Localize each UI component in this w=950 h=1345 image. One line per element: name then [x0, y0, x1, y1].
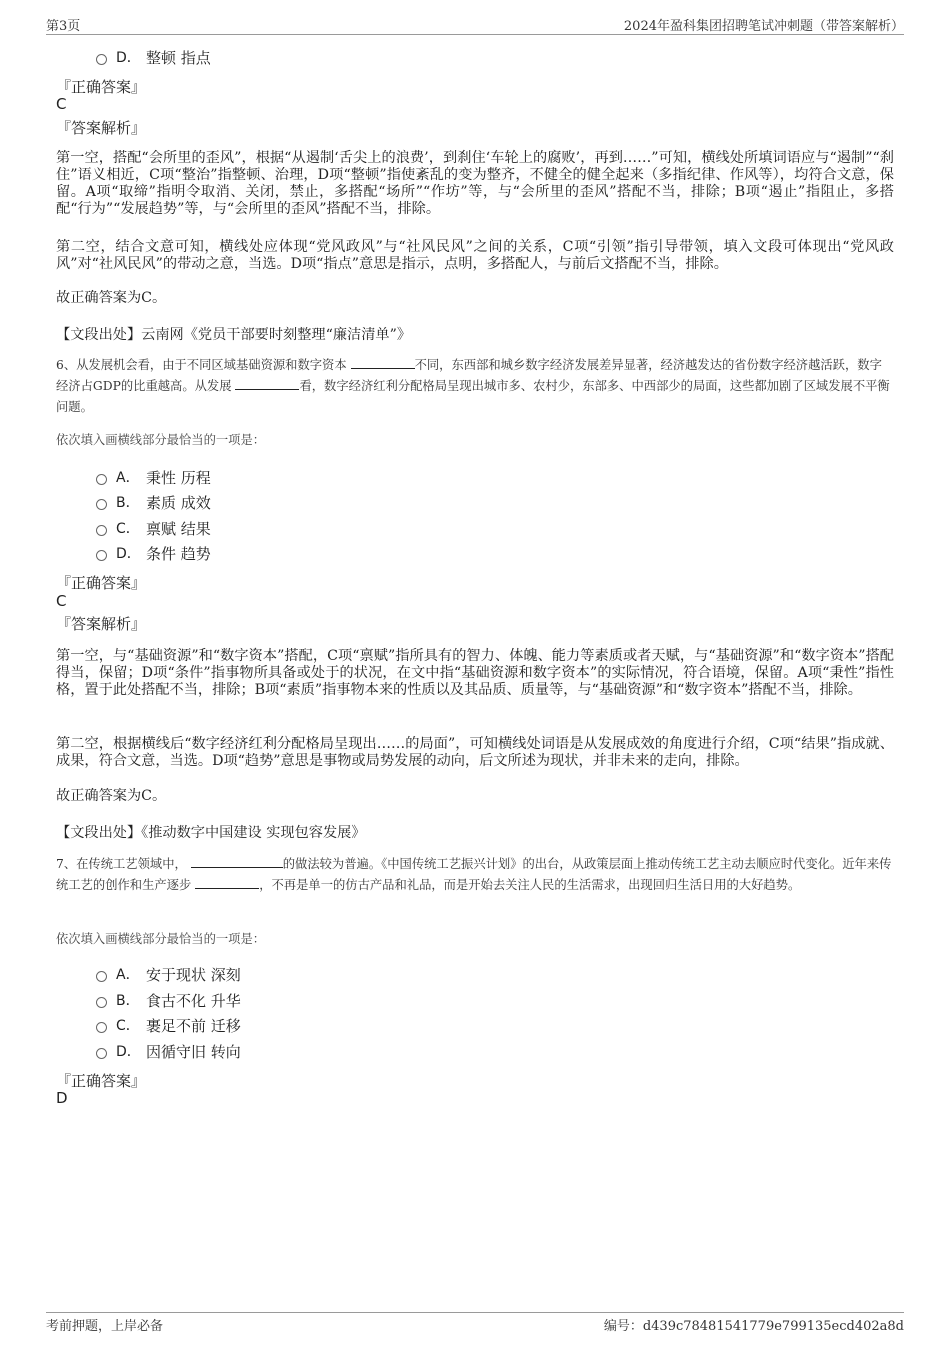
q6-option-d[interactable]: D． 条件 趋势 [96, 543, 211, 563]
page-number: 第3页 [46, 19, 81, 34]
q7-option-b[interactable]: B． 食古不化 升华 [96, 990, 241, 1010]
q5-answer-label: 『正确答案』 [56, 78, 147, 96]
q7-answer-label: 『正确答案』 [56, 1072, 147, 1090]
q7-prompt: 依次填入画横线部分最恰当的一项是： [56, 932, 266, 946]
q5-analysis-p1: 第一空，搭配“会所里的歪风”，根据“从遏制‘舌尖上的浪费’，到刹住‘车轮上的腐败’，再到……”可知，横线处所填词语应与“遏制”“刹住”语义相近，C项“整治”指整顿、治理，D项“整顿”指使紊乱的变为整齐，不健全的健全起来（多指纪律、作风等），均符合文意，保留。A项“取缔”指明令取消、关闭，禁止，多搭配“场所”“作坊”等，与“会所里的歪风”搭配不当，排除；B项“遏止”指阻止，多搭配“行为”“发展趋势”等，与“会所里的歪风”搭配不当，排除。 [56, 150, 894, 217]
document-id: 编号：d439c78481541779e799135ecd402a8d [603, 1319, 904, 1334]
q6-stem: 6、从发展机会看，由于不同区域基础资源和数字资本 不同，东西部和城乡数字经济发展差异显著，经济越发达的省份数字经济越活跃，数字经济占GDP的比重越高。从发展 看，数字经济红利分配格局呈现出城市多、农村少，东部多、中西部少的局面，这些都加剧了区域发展不平衡问题。 [56, 358, 890, 414]
q6-analysis-label: 『答案解析』 [56, 615, 147, 633]
q5-source: 【文段出处】云南网《党员干部要时刻整理“廉洁清单”》 [56, 327, 412, 343]
q5-analysis-p2: 第二空，结合文意可知，横线处应体现“党风政风”与“社风民风”之间的关系，C项“引领”指引导带领，填入文段可体现出“党风政风”对“社风民风”的带动之意，当选。D项“指点”意思是指示，点明，多搭配人，与前后文搭配不当，排除。 [56, 239, 894, 272]
q6-option-a[interactable]: A． 秉性 历程 [96, 467, 211, 487]
radio-icon[interactable] [96, 499, 107, 510]
page-footer [46, 1312, 904, 1333]
q5-analysis-p3: 故正确答案为C。 [56, 290, 167, 306]
radio-icon[interactable] [96, 1022, 107, 1033]
q6-analysis-p1: 第一空，与“基础资源”和“数字资本”搭配，C项“禀赋”指所具有的智力、体魄、能力等素质或者天赋，与“基础资源”和“数字资本”搭配得当，保留；D项“条件”指事物所具备或处于的状况，在文中指“基础资源和数字资本”的实际情况，符合语境，保留。A项“秉性”指性格，置于此处搭配不当，排除；B项“素质”指事物本来的性质以及其品质、质量等，与“基础资源”和“数字资本”搭配不当，排除。 [56, 648, 894, 698]
q6-prompt: 依次填入画横线部分最恰当的一项是： [56, 433, 266, 447]
q5-answer: C [56, 95, 67, 113]
document-title: 2024年盈科集团招聘笔试冲刺题（带答案解析） [623, 19, 904, 34]
q6-option-b[interactable]: B． 素质 成效 [96, 492, 211, 512]
radio-icon[interactable] [96, 474, 107, 485]
blank-1 [351, 356, 415, 369]
q7-option-c[interactable]: C． 裹足不前 迁移 [96, 1015, 241, 1035]
blank-1 [191, 855, 283, 868]
blank-2 [195, 876, 259, 889]
q6-analysis-p3: 故正确答案为C。 [56, 788, 167, 804]
q6-analysis-p2: 第二空，根据横线后“数字经济红利分配格局呈现出……的局面”，可知横线处词语是从发展成效的角度进行介绍，C项“结果”指成就、成果，符合文意，当选。D项“趋势”意思是事物或局势发展的动向，后文所述为现状，并非未来的走向，排除。 [56, 736, 894, 769]
page-header [46, 14, 904, 35]
radio-icon[interactable] [96, 1048, 107, 1059]
q6-source: 【文段出处】《推动数字中国建设 实现包容发展》 [56, 825, 366, 841]
q7-stem: 7、在传统工艺领域中， 的做法较为普遍。《中国传统工艺振兴计划》的出台，从政策层面上推动传统工艺主动去顺应时代变化。近年来传统工艺的创作和生产逐步 ，不再是单一的仿古产品和礼品，而是开始去关注人民的生活需求，出现回归生活日用的大好趋势。 [56, 857, 892, 892]
radio-icon[interactable] [96, 525, 107, 536]
radio-icon[interactable] [96, 997, 107, 1008]
radio-icon[interactable] [96, 54, 107, 65]
q7-option-a[interactable]: A． 安于现状 深刻 [96, 964, 241, 984]
q5-option-d[interactable]: D． 整顿 指点 [96, 47, 211, 67]
blank-2 [235, 377, 299, 390]
q5-analysis-label: 『答案解析』 [56, 119, 147, 137]
q6-answer: C [56, 592, 67, 610]
q6-option-c[interactable]: C． 禀赋 结果 [96, 518, 211, 538]
footer-slogan: 考前押题，上岸必备 [46, 1319, 164, 1334]
radio-icon[interactable] [96, 971, 107, 982]
radio-icon[interactable] [96, 550, 107, 561]
q7-answer: D [56, 1089, 68, 1107]
q6-answer-label: 『正确答案』 [56, 574, 147, 592]
q7-option-d[interactable]: D． 因循守旧 转向 [96, 1041, 241, 1061]
